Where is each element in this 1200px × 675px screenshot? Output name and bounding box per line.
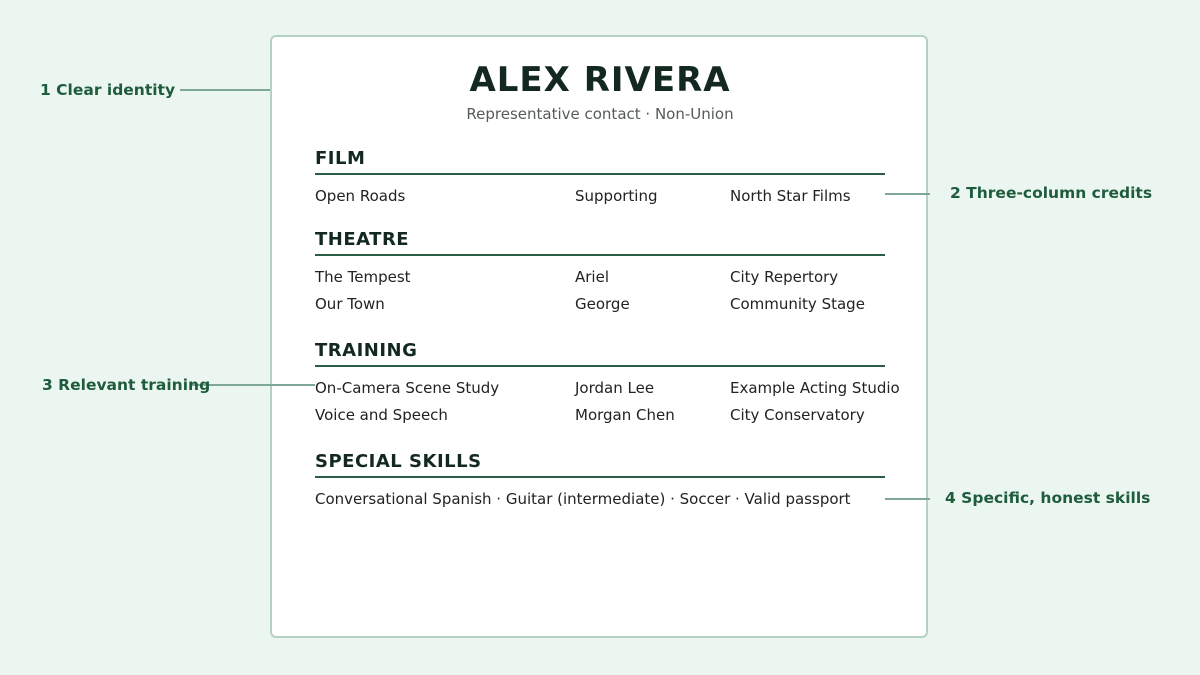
training-school: City Conservatory	[730, 406, 865, 424]
training-school: Example Acting Studio	[730, 379, 900, 397]
callout-specific-skills: 4 Specific, honest skills	[945, 489, 1151, 507]
training-course: Voice and Speech	[315, 406, 448, 424]
film-credit-title: Open Roads	[315, 187, 406, 205]
resume-card	[270, 35, 928, 638]
callout-leader-line-1	[180, 89, 270, 91]
callout-leader-line-4	[885, 498, 930, 500]
callout-three-column-credits: 2 Three-column credits	[950, 184, 1153, 202]
actor-name: ALEX RIVERA	[469, 60, 731, 100]
training-course: On-Camera Scene Study	[315, 379, 500, 397]
section-title-training: TRAINING	[315, 340, 418, 361]
theatre-credit-company: City Repertory	[730, 268, 839, 286]
section-title-skills: SPECIAL SKILLS	[315, 451, 482, 472]
section-divider-film	[315, 173, 885, 175]
training-teacher: Jordan Lee	[575, 379, 655, 397]
theatre-credit-title: The Tempest	[315, 268, 411, 286]
section-divider-skills	[315, 476, 885, 478]
callout-clear-identity: 1 Clear identity	[40, 81, 176, 99]
section-divider-theatre	[315, 254, 885, 256]
skills-list: Conversational Spanish · Guitar (intermediate) · Soccer · Valid passport	[315, 490, 851, 508]
callout-leader-line-2	[885, 193, 930, 195]
contact-line: Representative contact · Non-Union	[466, 105, 734, 123]
theatre-credit-role: Ariel	[575, 268, 609, 286]
theatre-credit-company: Community Stage	[730, 295, 865, 313]
section-title-theatre: THEATRE	[315, 229, 410, 250]
training-teacher: Morgan Chen	[575, 406, 675, 424]
section-title-film: FILM	[315, 148, 366, 169]
theatre-credit-title: Our Town	[315, 295, 385, 313]
film-credit-company: North Star Films	[730, 187, 851, 205]
callout-relevant-training: 3 Relevant training	[42, 376, 211, 394]
theatre-credit-role: George	[575, 295, 630, 313]
film-credit-role: Supporting	[575, 187, 658, 205]
section-divider-training	[315, 365, 885, 367]
